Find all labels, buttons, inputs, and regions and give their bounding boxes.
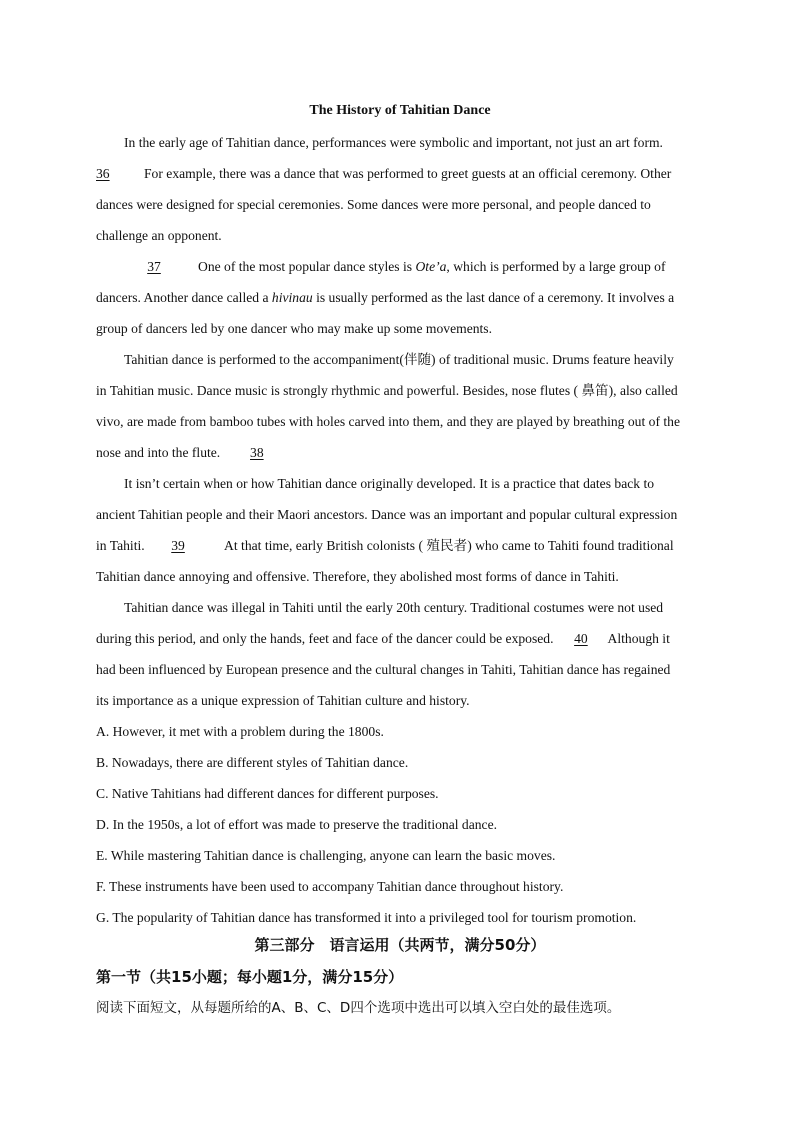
text: in Tahiti. [96, 538, 149, 553]
passage-line [124, 134, 706, 152]
text: In the early age of Tahitian dance, performances were symbolic and important, not just an art form. [124, 135, 663, 150]
passage-line [96, 227, 706, 245]
text: challenge an opponent. [96, 228, 222, 243]
text: had been influenced by European presence and the cultural changes in Tahiti, Tahitian dance has regained [96, 662, 671, 677]
text: dancers. Another dance called a [96, 290, 272, 305]
text: Tahitian dance is performed to the accompaniment(伴随) of traditional music. Drums feature heavily [124, 352, 674, 367]
text: during this period, and only the hands, feet and face of the dancer could be exposed. [96, 631, 557, 646]
passage-line [96, 413, 706, 431]
blank-40: 40 [574, 631, 588, 646]
passage-line [124, 258, 706, 276]
passage-line [96, 289, 706, 307]
text: nose and into the flute. [96, 445, 224, 460]
text: group of dancers led by one dancer who may make up some movements. [96, 321, 492, 336]
blank-37: 37 [147, 259, 161, 274]
part3-heading: 第三部分 语言运用（共两节，满分50分） [254, 936, 546, 954]
text: dances were designed for special ceremonies. Some dances were more personal, and people danced to [96, 197, 651, 212]
text: Although it [604, 631, 670, 646]
text: At that time, early British colonists ( 殖民者) who came to Tahiti found traditional [224, 538, 674, 553]
passage-line [124, 351, 706, 369]
text: is usually performed as the last dance of a ceremony. It involves a [312, 290, 675, 305]
passage-line [124, 475, 706, 493]
passage-line [96, 506, 706, 524]
text: , which is performed by a large group of [446, 259, 666, 274]
option-g: G. The popularity of Tahitian dance has transformed it into a privileged tool for tourism promotion. [96, 910, 637, 925]
blank-36: 36 [96, 166, 110, 181]
passage-line [96, 661, 706, 679]
instruction-text: 阅读下面短文，从每题所给的A、B、C、D四个选项中选出可以填入空白处的最佳选项。 [96, 1000, 621, 1016]
passage-title: The History of Tahitian Dance [309, 103, 491, 118]
text-italic: hivinau [271, 290, 313, 305]
text-italic: Ote’a [415, 259, 447, 274]
blank-39: 39 [171, 538, 185, 553]
text: For example, there was a dance that was performed to greet guests at an official ceremony. Other [144, 166, 672, 181]
passage-line [96, 568, 706, 586]
option-c: C. Native Tahitians had different dances for different purposes. [96, 786, 439, 801]
option-f: F. These instruments have been used to accompany Tahitian dance throughout history. [96, 879, 564, 894]
passage-line [96, 692, 706, 710]
blank-38: 38 [250, 445, 264, 460]
passage-line [96, 196, 706, 214]
option-d: D. In the 1950s, a lot of effort was made to preserve the traditional dance. [96, 817, 498, 832]
text: in Tahitian music. Dance music is strongly rhythmic and powerful. Besides, nose flutes ( 鼻笛), also called [96, 383, 678, 398]
passage-line [96, 630, 706, 648]
text: vivo, are made from bamboo tubes with holes carved into them, and they are played by breathing out of the [96, 414, 680, 429]
option-a: A. However, it met with a problem during the 1800s. [96, 724, 384, 739]
text: It isn’t certain when or how Tahitian dance originally developed. It is a practice that dates back to [124, 476, 655, 491]
text: One of the most popular dance styles is [198, 259, 416, 274]
passage-line [96, 320, 706, 338]
section1-heading: 第一节（共15小题；每小题1分，满分15分） [96, 968, 404, 986]
passage-line [96, 444, 706, 462]
text: ancient Tahitian people and their Maori ancestors. Dance was an important and popular cultural expression [96, 507, 678, 522]
option-e: E. While mastering Tahitian dance is challenging, anyone can learn the basic moves. [96, 848, 556, 863]
passage-line [96, 537, 706, 555]
text: Tahitian dance was illegal in Tahiti until the early 20th century. Traditional costumes were not used [124, 600, 664, 615]
passage-line [96, 382, 706, 400]
text: its importance as a unique expression of Tahitian culture and history. [96, 693, 470, 708]
passage-line [124, 599, 706, 617]
option-b: B. Nowadays, there are different styles of Tahitian dance. [96, 755, 409, 770]
text: Tahitian dance annoying and offensive. Therefore, they abolished most forms of dance in Tahiti. [96, 569, 619, 584]
passage-line [96, 165, 706, 183]
